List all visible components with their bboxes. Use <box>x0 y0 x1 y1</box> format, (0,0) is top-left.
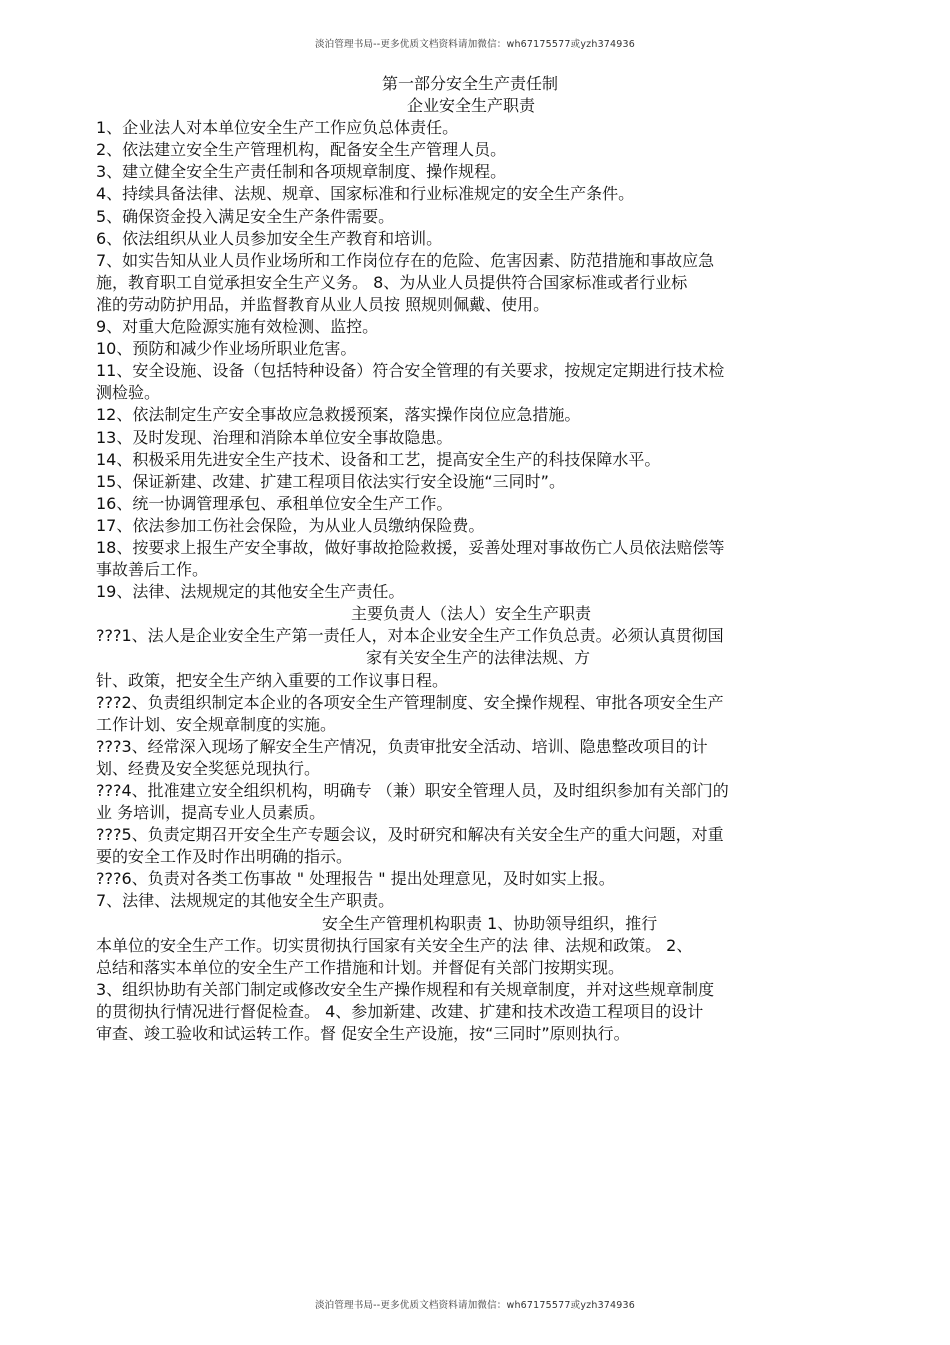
footer-watermark: 淡泊管理书局--更多优质文档资料请加微信：wh67175577或yzh374936 <box>314 1300 636 1311</box>
paragraph-line: 13、及时发现、治理和消除本单位安全事故隐患。 <box>96 427 453 447</box>
paragraph-line: 工作计划、安全规章制度的实施。 <box>96 714 337 734</box>
document-title: 第一部分安全生产责任制 <box>381 74 558 93</box>
paragraph-line: 10、预防和减少作业场所职业危害。 <box>96 339 357 359</box>
paragraph-line: 16、统一协调管理承包、承租单位安全生产工作。 <box>96 493 453 513</box>
document-body <box>96 73 816 1045</box>
paragraph-line: 14、积极采用先进安全生产技术、设备和工艺，提高安全生产的科技保障水平。 <box>96 449 661 469</box>
paragraph-line: 针、政策，把安全生产纳入重要的工作议事日程。 <box>96 670 449 690</box>
paragraph-line: 施，教育职工自觉承担安全生产义务。 8、为从业人员提供符合国家标准或者行业标 <box>96 272 688 292</box>
paragraph-line: 总结和落实本单位的安全生产工作措施和计划。并督促有关部门按期实现。 <box>96 957 625 977</box>
paragraph-line: 准的劳动防护用品，并监督教育从业人员按 照规则佩戴、使用。 <box>96 294 550 314</box>
paragraph-line: 划、经费及安全奖惩兑现执行。 <box>96 758 321 778</box>
paragraph-line: 12、依法制定生产安全事故应急救援预案，落实操作岗位应急措施。 <box>96 405 581 425</box>
paragraph-line: 审查、竣工验收和试运转工作。督 促安全生产设施，按“三同时”原则执行。 <box>96 1024 630 1044</box>
header-watermark: 淡泊管理书局--更多优质文档资料请加微信：wh67175577或yzh374936 <box>314 39 636 50</box>
paragraph-line: 7、法律、法规规定的其他安全生产职责。 <box>96 891 395 911</box>
paragraph-line: 业 务培训，提高专业人员素质。 <box>96 803 326 823</box>
paragraph-line: 测检验。 <box>96 383 161 403</box>
paragraph-line: ???4、批准建立安全组织机构，明确专 （兼）职安全管理人员，及时组织参加有关部门的 <box>96 781 729 800</box>
paragraph-line: ???1、法人是企业安全生产第一责任人，对本企业安全生产工作负总责。必须认真贯彻国 <box>96 626 724 646</box>
paragraph-line: 19、法律、法规规定的其他安全生产责任。 <box>96 582 405 602</box>
paragraph-line: ???5、负责定期召开安全生产专题会议，及时研究和解决有关安全生产的重大问题，对重 <box>96 825 724 845</box>
paragraph-line: 15、保证新建、改建、扩建工程项目依法实行安全设施“三同时”。 <box>96 471 565 491</box>
section-heading-safety-dept: 安全生产管理机构职责 1、协助领导组织，推行 <box>322 913 658 933</box>
paragraph-line: 3、建立健全安全生产责任制和各项规章制度、操作规程。 <box>96 162 507 182</box>
paragraph-line: 11、安全设施、设备（包括特种设备）符合安全管理的有关要求，按规定定期进行技术检 <box>96 361 725 381</box>
paragraph-line: 7、如实告知从业人员作业场所和工作岗位存在的危险、危害因素、防范措施和事故应急 <box>96 250 715 270</box>
paragraph-line: 9、对重大危险源实施有效检测、监控。 <box>96 317 379 337</box>
paragraph-line: 事故善后工作。 <box>96 560 209 580</box>
section-heading-principal: 主要负责人（法人）安全生产职责 <box>350 604 591 624</box>
paragraph-line: 的贯彻执行情况进行督促检查。 4、参加新建、改建、扩建和技术改造工程项目的设计 <box>96 1001 704 1021</box>
paragraph-line: 4、持续具备法律、法规、规章、国家标准和行业标准规定的安全生产条件。 <box>96 184 635 204</box>
paragraph-line: 3、组织协助有关部门制定或修改安全生产操作规程和有关规章制度，并对这些规章制度 <box>96 979 715 999</box>
paragraph-line: 5、确保资金投入满足安全生产条件需要。 <box>96 206 395 226</box>
paragraph-line: 18、按要求上报生产安全事故，做好事故抢险救援，妥善处理对事故伤亡人员依法赔偿等 <box>96 537 725 557</box>
section-heading-enterprise: 企业安全生产职责 <box>406 96 535 116</box>
paragraph-line: ???3、经常深入现场了解安全生产情况，负责审批安全活动、培训、隐患整改项目的计 <box>96 736 708 756</box>
paragraph-line: 17、依法参加工伤社会保险，为从业人员缴纳保险费。 <box>96 515 485 535</box>
paragraph-line: 要的安全工作及时作出明确的指示。 <box>96 847 353 867</box>
paragraph-line: ???2、负责组织制定本企业的各项安全生产管理制度、安全操作规程、审批各项安全生产 <box>96 692 724 712</box>
paragraph-line: 6、依法组织从业人员参加安全生产教育和培训。 <box>96 228 443 248</box>
paragraph-line: 2、依法建立安全生产管理机构，配备安全生产管理人员。 <box>96 140 507 160</box>
paragraph-line: 1、企业法人对本单位安全生产工作应负总体责任。 <box>96 118 459 138</box>
paragraph-line: 本单位的安全生产工作。切实贯彻执行国家有关安全生产的法 律、法规和政策。 2、 <box>96 935 693 955</box>
paragraph-line: ???6、负责对各类工伤事故 " 处理报告 " 提出处理意见，及时如实上报。 <box>96 869 615 889</box>
paragraph-line-centered: 家有关安全生产的法律法规、方 <box>365 648 590 668</box>
